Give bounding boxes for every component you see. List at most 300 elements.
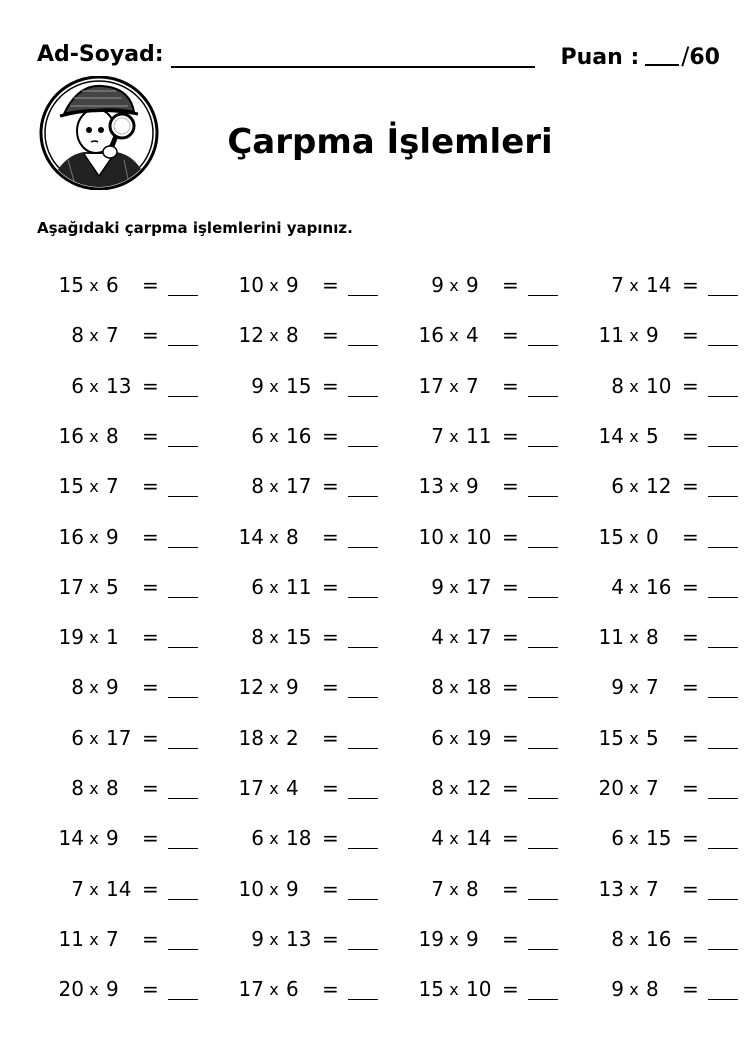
problem (18, 474, 198, 504)
second-operand: 19 (466, 725, 492, 750)
answer-blank[interactable] (708, 748, 738, 749)
problem (558, 625, 738, 655)
first-operand: 9 (431, 574, 444, 599)
problem (198, 826, 378, 856)
equals-sign: = (682, 926, 699, 951)
first-operand: 6 (71, 725, 84, 750)
answer-blank[interactable] (348, 597, 378, 598)
first-operand: 15 (418, 977, 444, 1002)
equals-sign: = (322, 926, 339, 951)
equals-sign: = (502, 675, 519, 700)
problem (198, 977, 378, 1007)
multiply-sign: x (89, 728, 99, 748)
problem (198, 776, 378, 806)
multiply-sign: x (629, 829, 639, 849)
first-operand: 12 (238, 323, 264, 348)
equals-sign: = (142, 876, 159, 901)
score-label: Puan : (560, 45, 640, 70)
problem (18, 625, 198, 655)
answer-blank[interactable] (348, 798, 378, 799)
second-operand: 17 (106, 725, 132, 750)
multiply-sign: x (449, 426, 459, 446)
answer-blank[interactable] (708, 798, 738, 799)
first-operand: 8 (611, 926, 624, 951)
answer-blank[interactable] (168, 547, 198, 548)
problem (558, 525, 738, 555)
answer-blank[interactable] (348, 647, 378, 648)
problem (198, 323, 378, 353)
problem (198, 424, 378, 454)
equals-sign: = (322, 876, 339, 901)
first-operand: 17 (238, 977, 264, 1002)
equals-sign: = (322, 323, 339, 348)
equals-sign: = (682, 826, 699, 851)
answer-blank[interactable] (708, 547, 738, 548)
problem (378, 877, 558, 907)
first-operand: 12 (238, 675, 264, 700)
equals-sign: = (142, 675, 159, 700)
first-operand: 8 (611, 373, 624, 398)
multiply-sign: x (269, 628, 279, 648)
multiply-sign: x (449, 929, 459, 949)
equals-sign: = (322, 373, 339, 398)
answer-blank[interactable] (708, 899, 738, 900)
answer-blank[interactable] (528, 597, 558, 598)
second-operand: 8 (646, 625, 659, 650)
problem (378, 726, 558, 756)
first-operand: 6 (251, 423, 264, 448)
first-operand: 17 (238, 776, 264, 800)
second-operand: 15 (286, 625, 312, 650)
multiply-sign: x (89, 376, 99, 396)
equals-sign: = (142, 574, 159, 599)
second-operand: 7 (646, 876, 659, 901)
problem (558, 826, 738, 856)
answer-blank[interactable] (168, 496, 198, 497)
equals-sign: = (142, 323, 159, 348)
equals-sign: = (142, 625, 159, 650)
multiply-sign: x (269, 829, 279, 849)
answer-blank[interactable] (708, 295, 738, 296)
problem (198, 726, 378, 756)
answer-blank[interactable] (528, 295, 558, 296)
answer-blank[interactable] (528, 345, 558, 346)
first-operand: 19 (418, 926, 444, 951)
multiply-sign: x (449, 527, 459, 547)
equals-sign: = (502, 574, 519, 599)
answer-blank[interactable] (168, 446, 198, 447)
equals-sign: = (682, 725, 699, 750)
first-operand: 6 (431, 725, 444, 750)
equals-sign: = (322, 776, 339, 800)
first-operand: 6 (251, 826, 264, 851)
second-operand: 14 (106, 876, 132, 901)
second-operand: 18 (286, 826, 312, 851)
problem (198, 927, 378, 957)
problem (558, 977, 738, 1007)
problem (18, 726, 198, 756)
multiply-sign: x (89, 426, 99, 446)
multiply-sign: x (269, 326, 279, 346)
second-operand: 9 (106, 977, 119, 1002)
answer-blank[interactable] (708, 345, 738, 346)
problem (198, 273, 378, 303)
second-operand: 8 (466, 876, 479, 901)
answer-blank[interactable] (168, 295, 198, 296)
problem (378, 927, 558, 957)
problem (558, 726, 738, 756)
problem (378, 675, 558, 705)
multiply-sign: x (449, 879, 459, 899)
equals-sign: = (502, 977, 519, 1002)
answer-blank[interactable] (168, 396, 198, 397)
first-operand: 6 (71, 373, 84, 398)
equals-sign: = (322, 725, 339, 750)
answer-blank[interactable] (348, 295, 378, 296)
problem (18, 424, 198, 454)
first-operand: 14 (598, 423, 624, 448)
first-operand: 15 (58, 474, 84, 499)
multiply-sign: x (449, 276, 459, 295)
answer-blank[interactable] (168, 748, 198, 749)
problem (198, 877, 378, 907)
second-operand: 7 (646, 675, 659, 700)
multiply-sign: x (269, 477, 279, 497)
problem (558, 927, 738, 957)
multiply-sign: x (269, 577, 279, 597)
answer-blank[interactable] (528, 697, 558, 698)
problem (378, 625, 558, 655)
answer-blank[interactable] (528, 748, 558, 749)
equals-sign: = (322, 524, 339, 549)
answer-blank[interactable] (348, 697, 378, 698)
first-operand: 8 (71, 323, 84, 348)
answer-blank[interactable] (348, 848, 378, 849)
problem (378, 826, 558, 856)
answer-blank[interactable] (708, 949, 738, 950)
answer-blank[interactable] (528, 396, 558, 397)
second-operand: 16 (646, 926, 672, 951)
second-operand: 9 (106, 524, 119, 549)
second-operand: 18 (466, 675, 492, 700)
second-operand: 11 (286, 574, 312, 599)
multiply-sign: x (89, 879, 99, 899)
equals-sign: = (682, 423, 699, 448)
multiply-sign: x (449, 477, 459, 497)
problem (378, 525, 558, 555)
multiply-sign: x (269, 929, 279, 949)
equals-sign: = (142, 977, 159, 1002)
instruction: Aşağıdaki çarpma işlemlerini yapınız. (37, 219, 353, 237)
second-operand: 16 (646, 574, 672, 599)
problem (18, 977, 198, 1007)
problem (558, 323, 738, 353)
equals-sign: = (502, 273, 519, 297)
first-operand: 8 (71, 776, 84, 800)
answer-blank[interactable] (708, 647, 738, 648)
answer-blank[interactable] (528, 547, 558, 548)
answer-blank[interactable] (348, 899, 378, 900)
problem (18, 675, 198, 705)
answer-blank[interactable] (708, 697, 738, 698)
equals-sign: = (142, 423, 159, 448)
answer-blank[interactable] (708, 446, 738, 447)
answer-blank[interactable] (348, 496, 378, 497)
first-operand: 20 (598, 776, 624, 800)
second-operand: 12 (646, 474, 672, 499)
answer-blank[interactable] (168, 597, 198, 598)
first-operand: 11 (598, 625, 624, 650)
multiply-sign: x (269, 728, 279, 748)
second-operand: 9 (466, 926, 479, 951)
multiply-sign: x (89, 678, 99, 698)
answer-blank[interactable] (528, 899, 558, 900)
equals-sign: = (682, 977, 699, 1002)
equals-sign: = (142, 926, 159, 951)
first-operand: 7 (431, 423, 444, 448)
problem (198, 374, 378, 404)
equals-sign: = (502, 776, 519, 800)
second-operand: 8 (106, 776, 119, 800)
multiply-sign: x (269, 527, 279, 547)
problem (18, 374, 198, 404)
equals-sign: = (682, 524, 699, 549)
first-operand: 14 (58, 826, 84, 851)
multiply-sign: x (449, 628, 459, 648)
first-operand: 20 (58, 977, 84, 1002)
second-operand: 9 (286, 675, 299, 700)
first-operand: 16 (58, 423, 84, 448)
equals-sign: = (142, 273, 159, 297)
equals-sign: = (142, 826, 159, 851)
answer-blank[interactable] (348, 396, 378, 397)
problem (198, 675, 378, 705)
equals-sign: = (322, 423, 339, 448)
first-operand: 9 (251, 926, 264, 951)
answer-blank[interactable] (348, 345, 378, 346)
second-operand: 5 (106, 574, 119, 599)
answer-blank[interactable] (168, 647, 198, 648)
second-operand: 5 (646, 423, 659, 448)
equals-sign: = (682, 625, 699, 650)
answer-blank[interactable] (708, 848, 738, 849)
multiply-sign: x (269, 879, 279, 899)
problem (18, 525, 198, 555)
equals-sign: = (502, 725, 519, 750)
page-title: Çarpma İşlemleri (227, 122, 553, 162)
first-operand: 14 (238, 524, 264, 549)
first-operand: 9 (251, 373, 264, 398)
name-label: Ad-Soyad: (37, 42, 164, 67)
answer-blank[interactable] (168, 697, 198, 698)
second-operand: 15 (286, 373, 312, 398)
first-operand: 8 (431, 675, 444, 700)
first-operand: 8 (251, 625, 264, 650)
multiply-sign: x (269, 276, 279, 295)
equals-sign: = (682, 474, 699, 499)
score-slash: / (681, 42, 690, 70)
answer-blank[interactable] (168, 798, 198, 799)
second-operand: 9 (106, 826, 119, 851)
problem (558, 675, 738, 705)
second-operand: 7 (466, 373, 479, 398)
answer-blank[interactable] (168, 949, 198, 950)
first-operand: 9 (611, 977, 624, 1002)
first-operand: 6 (251, 574, 264, 599)
problem (378, 977, 558, 1007)
first-operand: 16 (418, 323, 444, 348)
multiply-sign: x (629, 879, 639, 899)
multiply-sign: x (449, 678, 459, 698)
first-operand: 19 (58, 625, 84, 650)
equals-sign: = (682, 373, 699, 398)
first-operand: 11 (58, 926, 84, 951)
answer-blank[interactable] (168, 345, 198, 346)
first-operand: 8 (251, 474, 264, 499)
answer-blank[interactable] (168, 899, 198, 900)
multiply-sign: x (269, 980, 279, 1000)
score-total: 60 (689, 45, 720, 70)
second-operand: 7 (106, 926, 119, 951)
first-operand: 6 (611, 826, 624, 851)
answer-blank[interactable] (708, 496, 738, 497)
problem (18, 776, 198, 806)
second-operand: 10 (646, 373, 672, 398)
multiply-sign: x (89, 929, 99, 949)
second-operand: 11 (466, 423, 492, 448)
answer-blank[interactable] (348, 949, 378, 950)
equals-sign: = (322, 675, 339, 700)
problem (18, 575, 198, 605)
equals-sign: = (322, 977, 339, 1002)
equals-sign: = (322, 474, 339, 499)
problem (378, 474, 558, 504)
equals-sign: = (502, 524, 519, 549)
problem (558, 424, 738, 454)
second-operand: 9 (286, 876, 299, 901)
answer-blank[interactable] (708, 396, 738, 397)
problem (198, 625, 378, 655)
second-operand: 8 (106, 423, 119, 448)
answer-blank[interactable] (168, 999, 198, 1000)
multiply-sign: x (629, 326, 639, 346)
answer-blank[interactable] (528, 999, 558, 1000)
second-operand: 8 (286, 323, 299, 348)
second-operand: 1 (106, 625, 119, 650)
problem (558, 474, 738, 504)
multiply-sign: x (449, 376, 459, 396)
equals-sign: = (502, 926, 519, 951)
first-operand: 9 (431, 273, 444, 297)
equals-sign: = (502, 373, 519, 398)
multiply-sign: x (449, 980, 459, 1000)
problem (558, 776, 738, 806)
first-operand: 6 (611, 474, 624, 499)
second-operand: 9 (106, 675, 119, 700)
problem (198, 575, 378, 605)
equals-sign: = (502, 826, 519, 851)
first-operand: 7 (611, 273, 624, 297)
multiply-sign: x (629, 276, 639, 295)
problem (18, 877, 198, 907)
multiply-sign: x (629, 980, 639, 1000)
equals-sign: = (142, 524, 159, 549)
first-operand: 18 (238, 725, 264, 750)
equals-sign: = (502, 625, 519, 650)
multiply-sign: x (269, 376, 279, 396)
equals-sign: = (682, 876, 699, 901)
equals-sign: = (322, 273, 339, 297)
equals-sign: = (142, 474, 159, 499)
equals-sign: = (682, 776, 699, 800)
equals-sign: = (502, 323, 519, 348)
second-operand: 14 (646, 273, 672, 297)
answer-blank[interactable] (708, 597, 738, 598)
problem (18, 826, 198, 856)
second-operand: 16 (286, 423, 312, 448)
multiply-sign: x (629, 628, 639, 648)
multiply-sign: x (89, 779, 99, 798)
problem (18, 323, 198, 353)
answer-blank[interactable] (708, 999, 738, 1000)
first-operand: 7 (431, 876, 444, 901)
problem (378, 776, 558, 806)
answer-blank[interactable] (168, 848, 198, 849)
second-operand: 9 (466, 273, 479, 297)
multiply-sign: x (629, 577, 639, 597)
first-operand: 15 (598, 725, 624, 750)
second-operand: 15 (646, 826, 672, 851)
second-operand: 2 (286, 725, 299, 750)
answer-blank[interactable] (528, 446, 558, 447)
multiply-sign: x (89, 577, 99, 597)
problem (558, 877, 738, 907)
answer-blank[interactable] (348, 999, 378, 1000)
equals-sign: = (142, 725, 159, 750)
multiply-sign: x (629, 477, 639, 497)
answer-blank[interactable] (348, 748, 378, 749)
multiply-sign: x (269, 779, 279, 798)
second-operand: 7 (646, 776, 659, 800)
answer-blank[interactable] (348, 446, 378, 447)
problem (558, 575, 738, 605)
answer-blank[interactable] (528, 949, 558, 950)
first-operand: 10 (418, 524, 444, 549)
multiply-sign: x (89, 276, 99, 295)
problem (378, 575, 558, 605)
multiply-sign: x (449, 779, 459, 798)
second-operand: 7 (106, 474, 119, 499)
answer-blank[interactable] (528, 798, 558, 799)
first-operand: 8 (71, 675, 84, 700)
equals-sign: = (322, 574, 339, 599)
equals-sign: = (502, 474, 519, 499)
multiply-sign: x (269, 678, 279, 698)
multiply-sign: x (629, 426, 639, 446)
answer-blank[interactable] (528, 496, 558, 497)
multiply-sign: x (269, 426, 279, 446)
second-operand: 13 (106, 373, 132, 398)
problem (378, 374, 558, 404)
equals-sign: = (502, 423, 519, 448)
answer-blank[interactable] (528, 647, 558, 648)
answer-blank[interactable] (528, 848, 558, 849)
answer-blank[interactable] (348, 547, 378, 548)
first-operand: 15 (58, 273, 84, 297)
multiply-sign: x (449, 577, 459, 597)
multiply-sign: x (89, 326, 99, 346)
second-operand: 5 (646, 725, 659, 750)
